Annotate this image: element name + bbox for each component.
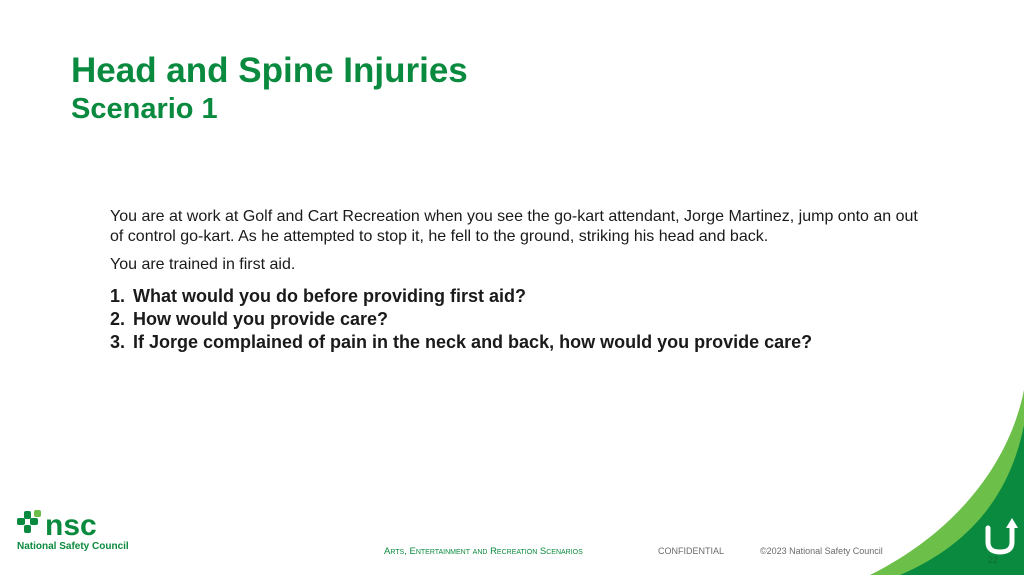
footer-copyright: ©2023 National Safety Council bbox=[760, 546, 883, 556]
question-text: If Jorge complained of pain in the neck and back, how would you provide care? bbox=[133, 332, 813, 352]
question-list bbox=[110, 285, 930, 354]
question-item bbox=[110, 308, 930, 331]
footer-confidential: CONFIDENTIAL bbox=[658, 546, 725, 556]
corner-swoosh bbox=[860, 390, 1024, 575]
question-number: 2. bbox=[110, 309, 126, 329]
slide-subtitle: Scenario 1 bbox=[71, 93, 218, 125]
scenario-body bbox=[110, 207, 930, 354]
question-number: 3. bbox=[110, 332, 126, 352]
slide-title: Head and Spine Injuries bbox=[71, 51, 468, 90]
page-number: 22 bbox=[988, 555, 999, 565]
question-item bbox=[110, 285, 930, 308]
question-item bbox=[110, 331, 930, 354]
question-text: How would you provide care? bbox=[133, 309, 389, 329]
nsc-cross-logo-icon bbox=[17, 510, 41, 533]
organization-name: National Safety Council bbox=[17, 541, 129, 552]
scenario-paragraph: You are at work at Golf and Cart Recreation when you see the go-kart attendant, Jorge Martinez, jump onto an out of control go-kart. As he attempted to stop it, he fell to the ground, striking his head and back. bbox=[110, 208, 918, 245]
nsc-wordmark: nsc bbox=[45, 509, 97, 542]
footer-section-title: Arts, Entertainment and Recreation Scenarios bbox=[384, 546, 583, 557]
question-number: 1. bbox=[110, 286, 126, 306]
scenario-paragraph: You are trained in first aid. bbox=[110, 256, 296, 273]
question-text: What would you do before providing first aid? bbox=[133, 286, 526, 306]
